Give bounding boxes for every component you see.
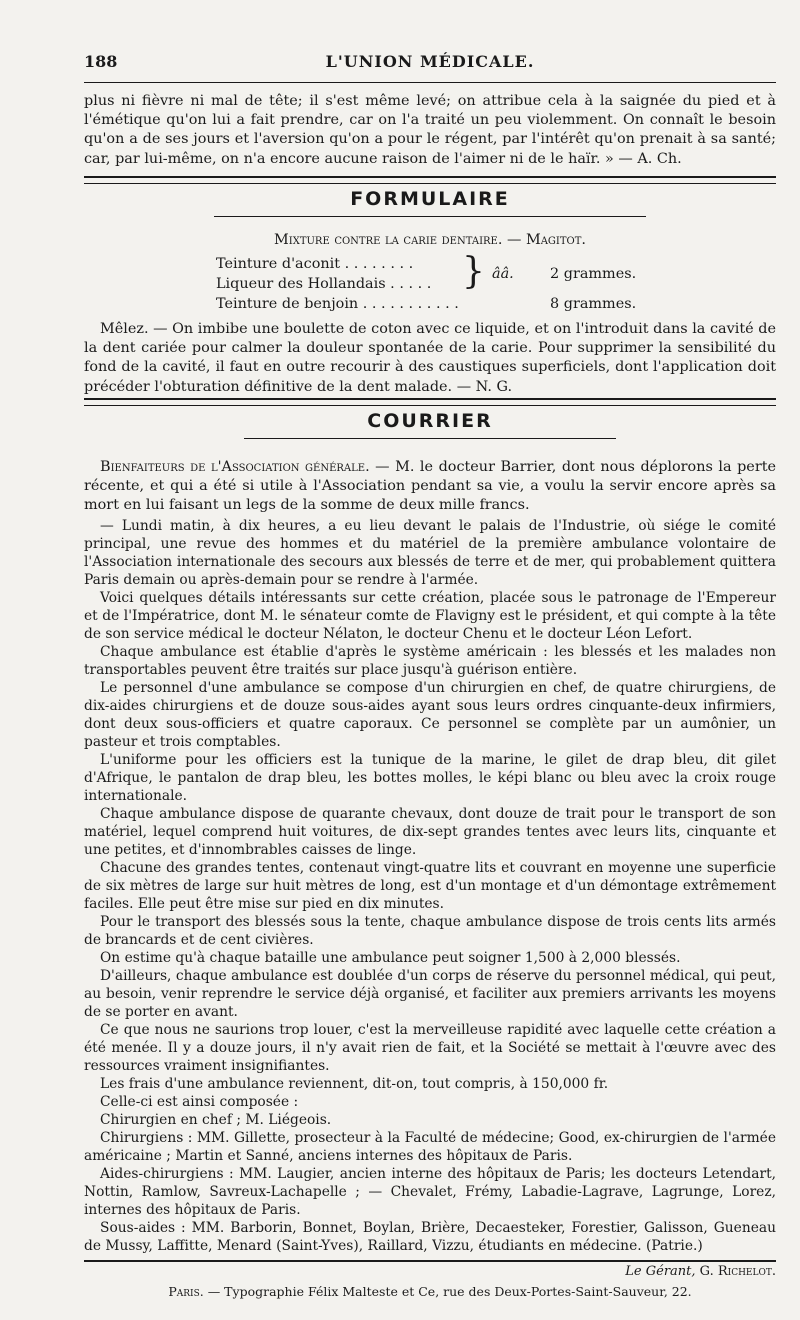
section-divider bbox=[84, 176, 776, 184]
courrier-paragraph: D'ailleurs, chaque ambulance est doublée d'un corps de réserve du personnel médical, qui peut, au besoin, venir reprendre le service déjà organisé, et faciliter aux premiers arrivants les moyens de se porter en avant. bbox=[84, 968, 776, 1020]
gerant-name: G. Richelot. bbox=[699, 1264, 776, 1279]
formulaire-text: Mêlez. — On imbibe une boulette de coton avec ce liquide, et on l'introduit dans la cavité de la dent cariée pour calmer la douleur spontanée de la carie. Pour supprimer la sensibilité du fond de la cavité, il faut en outre recourir à des caustiques superficiels, dont l'application doit précéder l'obturation définitive de la dent malade. — N. G. bbox=[84, 321, 776, 395]
bienfaiteurs-text: — M. le docteur Barrier, dont nous déplorons la perte récente, et qui a été si utile à l'Association pendant sa vie, a voulu la servir encore après sa mort en lui faisant un legs de la somme de deux mille francs. bbox=[84, 459, 777, 514]
gerant-label: Le Gérant, bbox=[625, 1264, 696, 1279]
courrier-paragraph: Chirurgien en chef ; M. Liégeois. bbox=[100, 1112, 332, 1128]
bienfaiteurs-label: Bienfaiteurs de l'Association générale. bbox=[100, 459, 370, 475]
intro-paragraph: plus ni fièvre ni mal de tête; il s'est même levé; on attribue cela à la saignée du pied et à l'émétique qu'on lui a fait prendre, car on l'a traité un peu violemment. On connaît le besoin qu'on a de ses jours et l'aversion qu'on a pour le régent, par l'intérêt qu'on prenait à sa santé; car, par lui-même, on n'a encore aucune raison de l'aimer ni de le haïr. » — A. Ch. bbox=[84, 93, 776, 167]
courrier-paragraph: Chaque ambulance est établie d'après le système américain : les blessés et les malades non transportables peuvent être traités sur place jusqu'à guérison entière. bbox=[84, 644, 776, 678]
courrier-paragraph: Chaque ambulance dispose de quarante chevaux, dont douze de trait pour le transport de son matériel, lequel comprend huit voitures, de dix-sept grandes tentes avec leurs lits, cinquante et une petites, et d'innombrables caisses de linge. bbox=[84, 806, 776, 858]
imprint-printer: — Typographie Félix Malteste et Ce, bbox=[207, 1284, 440, 1299]
courrier-paragraph: Pour le transport des blessés sous la tente, chaque ambulance dispose de trois cents lits armés de brancards et de cent civières. bbox=[84, 914, 776, 948]
courrier-title: COURRIER bbox=[367, 410, 493, 432]
ingredient-hollandais: Liqueur des Hollandais . . . . . bbox=[216, 276, 432, 292]
courrier-title-rule bbox=[244, 438, 616, 439]
courrier-paragraph: Voici quelques détails intéressants sur cette création, placée sous le patronage de l'Empereur et de l'Impératrice, dont M. le sénateur comte de Flavigny est le président, et qui compte à la tête de son service médical le docteur Nélaton, le docteur Chenu et le docteur Léon Lefort. bbox=[84, 590, 776, 642]
brace-quantity: 2 grammes. bbox=[550, 266, 637, 282]
courrier-paragraph: Sous-aides : MM. Barborin, Bonnet, Boylan, Brière, Decaesteker, Forestier, Galisson, Gueneau de Mussy, Laffitte, Menard (Saint-Yves), Raillard, Vizzu, étudiants en médecine. (Patrie.) bbox=[84, 1220, 776, 1254]
page-header bbox=[84, 52, 776, 78]
imprint-line bbox=[84, 1284, 776, 1299]
brace-label: ââ. bbox=[492, 266, 514, 282]
running-title: L'UNION MÉDICALE. bbox=[325, 52, 535, 71]
formulaire-title-rule bbox=[214, 216, 646, 217]
courrier-paragraph: Celle-ci est ainsi composée : bbox=[100, 1094, 299, 1110]
ingredient-benjoin-qty: 8 grammes. bbox=[550, 296, 637, 312]
formulaire-title: FORMULAIRE bbox=[350, 188, 510, 210]
courrier-paragraph: Ce que nous ne saurions trop louer, c'est la merveilleuse rapidité avec laquelle cette création a été menée. Il y a douze jours, il n'y avait rien de fait, et la Société se mettait à l'œuvre avec des ressources vraiment insignifiantes. bbox=[84, 1022, 776, 1074]
courrier-paragraph: L'uniforme pour les officiers est la tunique de la marine, le gilet de drap bleu, dit gilet d'Afrique, le pantalon de drap bleu, les bottes molles, le képi blanc ou bleu avec la croix rouge internationale. bbox=[84, 752, 776, 804]
ingredient-aconit: Teinture d'aconit . . . . . . . . bbox=[216, 256, 414, 272]
courrier-paragraph: Chirurgiens : MM. Gillette, prosecteur à la Faculté de médecine; Good, ex-chirurgien de l'armée américaine ; Martin et Sanné, anciens internes des hôpitaux de Paris. bbox=[84, 1130, 776, 1164]
page-number: 188 bbox=[84, 52, 118, 71]
courrier-paragraph: Chacune des grandes tentes, contenaut vingt-quatre lits et couvrant en moyenne une superficie de six mètres de large sur huit mètres de long, est d'un montage et d'un démontage extrêmement faciles. Elle peut être mise sur pied en dix minutes. bbox=[84, 860, 776, 912]
recipe-brace: } bbox=[462, 251, 485, 292]
courrier-paragraph: Les frais d'une ambulance reviennent, dit-on, tout compris, à 150,000 fr. bbox=[100, 1076, 609, 1092]
imprint-city: Paris. bbox=[168, 1284, 204, 1299]
courrier-paragraph: Aides-chirurgiens : MM. Laugier, ancien interne des hôpitaux de Paris; les docteurs Letendart, Nottin, Ramlow, Savreux-Lachapelle ; — Chevalet, Frémy, Labadie-Lagrave, Lagrunge, Lorez, internes des hôpitaux de Paris. bbox=[84, 1166, 776, 1218]
gerant-line bbox=[625, 1264, 776, 1279]
courrier-paragraph: — Lundi matin, à dix heures, a eu lieu devant le palais de l'Industrie, où siége le comité principal, une revue des hommes et du matériel de la première ambulance volontaire de l'Association internationale des secours aux blessés de terre et de mer, qui probablement quittera Paris demain ou après-demain pour se rendre à l'armée. bbox=[84, 518, 776, 588]
recipe-title: Mixture contre la carie dentaire. — Magitot. bbox=[274, 232, 586, 248]
courrier-paragraph: Le personnel d'une ambulance se compose d'un chirurgien en chef, de quatre chirurgiens, de dix-aides chirurgiens et de douze sous-aides ayant sous leurs ordres cinquante-deux infirmiers, dont deux sous-officiers et quatre caporaux. Ce personnel se complète par un aumônier, un pasteur et trois comptables. bbox=[84, 680, 776, 750]
footer-rule bbox=[84, 1260, 776, 1262]
ingredient-benjoin: Teinture de benjoin . . . . . . . . . . . bbox=[216, 296, 459, 312]
section-divider bbox=[84, 398, 776, 406]
bienfaiteurs-paragraph bbox=[84, 458, 776, 516]
courrier-paragraph: On estime qu'à chaque bataille une ambulance peut soigner 1,500 à 2,000 blessés. bbox=[100, 950, 681, 966]
imprint-address: rue des Deux-Portes-Saint-Sauveur, 22. bbox=[443, 1284, 692, 1299]
header-rule bbox=[84, 82, 776, 83]
